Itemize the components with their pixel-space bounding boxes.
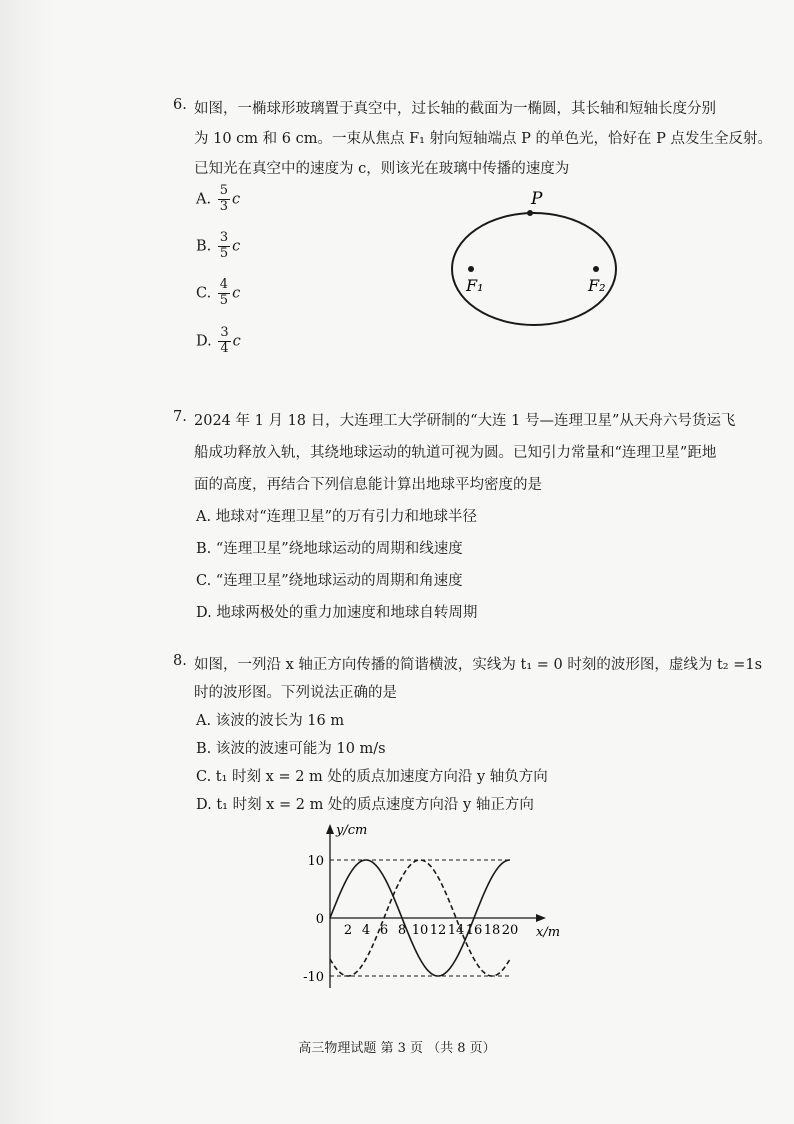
x-tick-label-6: 14 [447,923,465,938]
q8-number: 8. [173,653,187,669]
q6-number: 6. [173,97,187,113]
q8-option-d: D. t₁ 时刻 x = 2 m 处的质点速度方向沿 y 轴正方向 [196,797,534,813]
x-tick-label-8: 18 [483,923,501,938]
x-tick-label-1: 4 [361,923,371,938]
focus2-dot [593,266,599,272]
focus1-dot [468,266,474,272]
q7-line2: 船成功释放入轨，其绕地球运动的轨道可视为圆。已知引力常量和“连理卫星”距地 [194,445,717,461]
x-axis-label: x/m [536,925,561,940]
focus1-label: F₁ [466,276,484,295]
q6-line1: 如图，一椭球形玻璃置于真空中，过长轴的截面为一椭圆，其长轴和短轴长度分别 [194,101,716,117]
page-footer: 高三物理试题 第 3 页 （共 8 页） [298,1041,496,1056]
q7-option-a: A. 地球对“连理卫星”的万有引力和地球半径 [196,509,478,525]
x-tick-label-0: 2 [343,923,353,938]
x-tick-label-5: 12 [429,923,447,938]
wave-chart [300,818,570,993]
q7-line3: 面的高度，再结合下列信息能计算出地球平均密度的是 [194,477,542,493]
x-tick-label-7: 16 [465,923,483,938]
x-tick-label-9: 20 [501,923,519,938]
q6-option-b: B. $\frac{3}{5}$ c [196,230,241,261]
y-axis-arrow [326,824,334,834]
q7-option-b: B. “连理卫星”绕地球运动的周期和线速度 [196,541,463,557]
y-tick-label-2: -10 [303,970,324,985]
q8-line1: 如图，一列沿 x 轴正方向传播的简谐横波，实线为 t₁ = 0 时刻的波形图，虚线为 t₂ =1s [194,657,763,673]
point-p-label: P [531,189,543,209]
q6-option-a: A. $\frac{5}{3}$ c [196,183,241,214]
x-tick-label-4: 10 [411,923,429,938]
focus2-label: F₂ [588,276,606,295]
y-axis-label: y/cm [336,823,368,838]
q7-option-c: C. “连理卫星”绕地球运动的周期和角速度 [196,573,463,589]
q8-option-c: C. t₁ 时刻 x = 2 m 处的质点加速度方向沿 y 轴负方向 [196,769,548,785]
q8-option-a: A. 该波的波长为 16 m [196,713,345,729]
q6-option-c: C. $\frac{4}{5}$ c [196,277,241,308]
x-tick-label-2: 6 [379,923,389,938]
q7-option-d: D. 地球两极处的重力加速度和地球自转周期 [196,605,478,621]
y-tick-label-1: 0 [315,912,324,927]
point-p-dot [527,210,533,216]
q6-option-d: D. $\frac{3}{4}$ c [196,325,241,356]
q7-line1: 2024 年 1 月 18 日，大连理工大学研制的“大连 1 号—连理卫星”从天舟六号货运飞 [194,413,736,429]
y-tick-label-0: 10 [307,854,324,869]
ellipse-outline [452,213,616,325]
page-shadow [0,0,52,1124]
q6-line2: 为 10 cm 和 6 cm。一束从焦点 F₁ 射向短轴端点 P 的单色光，恰好在 P 点发生全反射。 [194,131,773,147]
x-tick-label-3: 8 [397,923,407,938]
q8-option-b: B. 该波的波速可能为 10 m/s [196,741,386,757]
q7-number: 7. [173,409,187,425]
x-axis-arrow [536,914,546,922]
q8-line2: 时的波形图。下列说法正确的是 [194,685,397,701]
q6-line3: 已知光在真空中的速度为 c，则该光在玻璃中传播的速度为 [194,161,570,177]
ellipse-figure [440,182,640,332]
